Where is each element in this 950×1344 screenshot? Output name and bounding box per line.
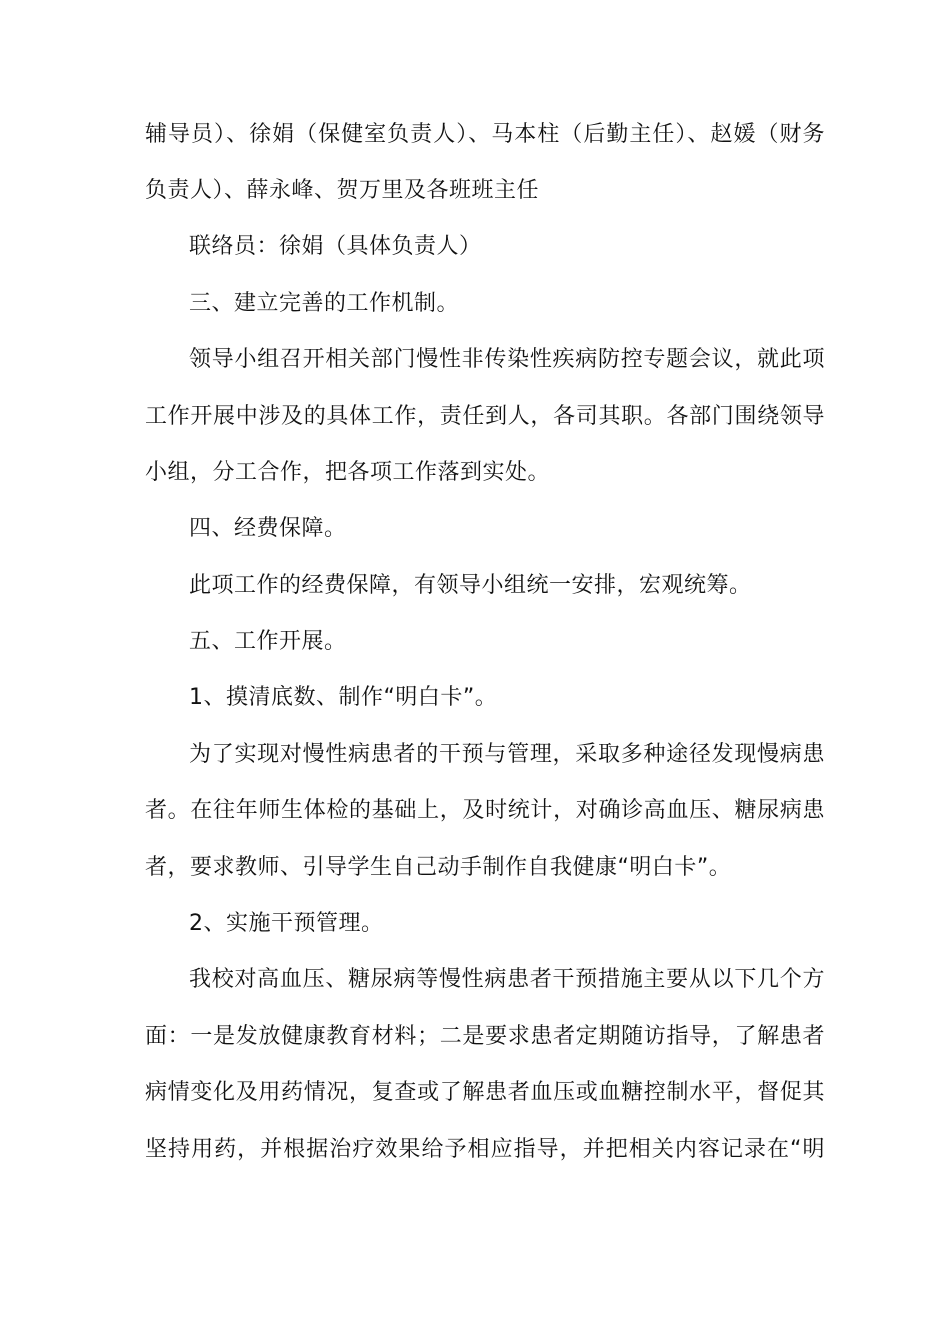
- subsection-heading: 1、摸清底数、制作“明白卡”。: [189, 685, 498, 710]
- text-line: 小组，分工合作，把各项工作落到实处。: [145, 460, 551, 485]
- text-line: 者。在往年师生体检的基础上，及时统计，对确诊高血压、糖尿病患: [145, 798, 825, 823]
- text-line: 坚持用药，并根据治疗效果给予相应指导，并把相关内容记录在“明: [145, 1137, 825, 1162]
- text-line: 辅导员）、徐娟（保健室负责人）、马本柱（后勤主任）、赵媛（财务: [145, 122, 825, 147]
- text-line: 病情变化及用药情况，复查或了解患者血压或血糖控制水平，督促其: [145, 1080, 825, 1105]
- text-line: 领导小组召开相关部门慢性非传染性疾病防控专题会议，就此项: [189, 347, 825, 372]
- subsection-heading: 2、实施干预管理。: [189, 911, 384, 936]
- text-line: 负责人）、薛永峰、贺万里及各班班主任: [145, 178, 540, 203]
- section-heading: 四、经费保障。: [189, 516, 347, 541]
- text-line: 为了实现对慢性病患者的干预与管理，采取多种途径发现慢病患: [189, 742, 825, 767]
- text-line: 者，要求教师、引导学生自己动手制作自我健康“明白卡”。: [145, 855, 732, 880]
- section-heading: 三、建立完善的工作机制。: [189, 291, 460, 316]
- text-line: 工作开展中涉及的具体工作，责任到人，各司其职。各部门围绕领导: [145, 404, 825, 429]
- text-line: 我校对高血压、糖尿病等慢性病患者干预措施主要从以下几个方: [189, 967, 825, 992]
- text-line: 联络员：徐娟（具体负责人）: [189, 234, 482, 259]
- section-heading: 五、工作开展。: [189, 629, 347, 654]
- text-line: 此项工作的经费保障，有领导小组统一安排，宏观统筹。: [189, 573, 752, 598]
- text-line: 面：一是发放健康教育材料；二是要求患者定期随访指导，了解患者: [145, 1024, 825, 1049]
